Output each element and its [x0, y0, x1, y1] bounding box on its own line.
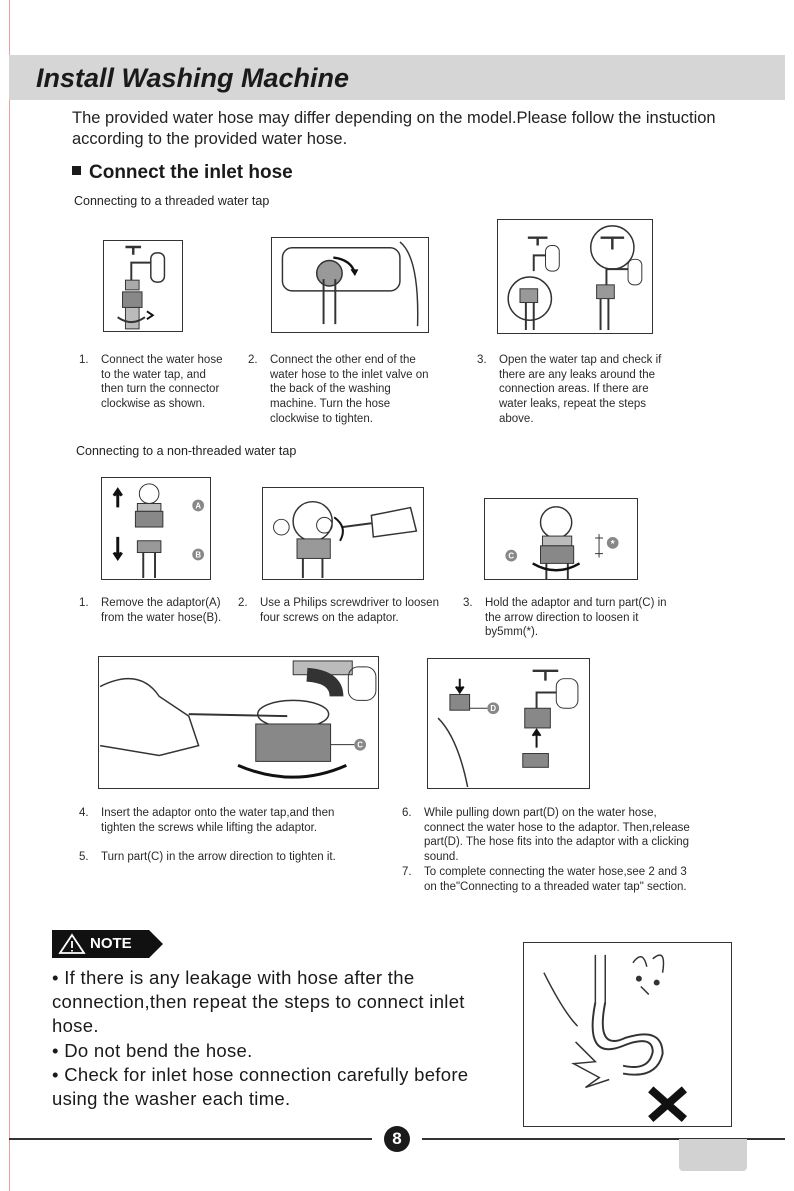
figure-nonthreaded-step1	[101, 477, 211, 580]
cross-mark-icon	[651, 1089, 685, 1119]
label-c: C	[508, 551, 515, 561]
section-heading	[72, 162, 293, 184]
hose-connect-illustration	[428, 659, 589, 788]
margin-line	[9, 0, 10, 1191]
note-item: • Check for inlet hose connection carefully before using the washer each time.	[52, 1063, 469, 1110]
inlet-valve-illustration	[272, 238, 428, 332]
page-title: Install Washing Machine	[36, 63, 350, 93]
label-c-2: C	[357, 740, 363, 750]
subtitle-threaded: Connecting to a threaded water tap	[74, 194, 270, 208]
step-number: 6.	[402, 807, 412, 819]
step-text: Open the water tap and check if there are any leaks around the connection areas. If there are water leaks, repeat the steps above.	[499, 354, 662, 425]
figure-nonthreaded-step6	[427, 658, 590, 789]
note-list	[52, 966, 472, 1111]
adaptor-remove-illustration	[102, 478, 210, 579]
label-star: *	[610, 538, 615, 550]
step-number: 3.	[463, 597, 473, 609]
step-text: While pulling down part(D) on the water hose, connect the water hose to the adaptor. Then,release part(D). The hose fits into the adaptor with a clicking sound.	[424, 807, 690, 864]
note-item: • Do not bend the hose.	[52, 1039, 253, 1061]
step-number: 2.	[248, 354, 258, 366]
figure-threaded-step3	[497, 219, 653, 334]
note-item: • If there is any leakage with hose after the connection,then repeat the steps to connect inlet hose.	[52, 967, 465, 1037]
page-number: 8	[384, 1126, 410, 1152]
section-title: Connect the inlet hose	[89, 162, 293, 183]
label-d: D	[490, 704, 497, 714]
step-text: Insert the adaptor onto the water tap,and then tighten the screws while lifting the adaptor.	[101, 807, 335, 834]
figure-bent-hose	[523, 942, 732, 1127]
bent-hose-warning-illustration	[524, 943, 731, 1126]
figure-threaded-step1	[103, 240, 183, 332]
step-number: 4.	[79, 807, 89, 819]
tap-connect-illustration	[104, 241, 182, 331]
step-text: Remove the adaptor(A) from the water hose(B).	[101, 597, 222, 624]
step-text: Connect the other end of the water hose to the inlet valve on the back of the washing machine. Turn the hose clockwise to tighten.	[270, 354, 429, 425]
step-number: 3.	[477, 354, 487, 366]
figure-threaded-step2	[271, 237, 429, 333]
step-text: Connect the water hose to the water tap, and then turn the connector clockwise as shown.	[101, 354, 223, 411]
figure-nonthreaded-step3	[484, 498, 638, 580]
step-number: 1.	[79, 597, 89, 609]
step-number: 1.	[79, 354, 89, 366]
step-text: Use a Philips screwdriver to loosen four screws on the adaptor.	[260, 597, 439, 624]
note-tag	[52, 930, 163, 958]
adaptor-loosen-illustration	[485, 499, 637, 579]
figure-nonthreaded-step4-5	[98, 656, 379, 789]
step-text: To complete connecting the water hose,see 2 and 3 on the"Connecting to a threaded water tap" section.	[424, 866, 687, 893]
adaptor-insert-illustration	[99, 657, 378, 788]
label-a: A	[195, 501, 201, 511]
intro-text: The provided water hose may differ depending on the model.Please follow the instuction according to the provided water hose.	[72, 109, 716, 148]
note-label: NOTE	[90, 935, 132, 952]
title-bar	[9, 55, 785, 100]
step-text: Hold the adaptor and turn part(C) in the arrow direction to loosen it by5mm(*).	[485, 597, 667, 639]
step-text: Turn part(C) in the arrow direction to tighten it.	[101, 851, 336, 863]
step-number: 7.	[402, 866, 412, 878]
subtitle-nonthreaded: Connecting to a non-threaded water tap	[76, 444, 297, 458]
figure-nonthreaded-step2	[262, 487, 424, 580]
screwdriver-loosen-illustration	[263, 488, 423, 579]
step-number: 2.	[238, 597, 248, 609]
footer-tab	[679, 1139, 747, 1171]
label-b: B	[195, 550, 201, 560]
step-number: 5.	[79, 851, 89, 863]
leak-check-illustration	[498, 220, 652, 333]
bullet-square-icon	[72, 166, 81, 175]
